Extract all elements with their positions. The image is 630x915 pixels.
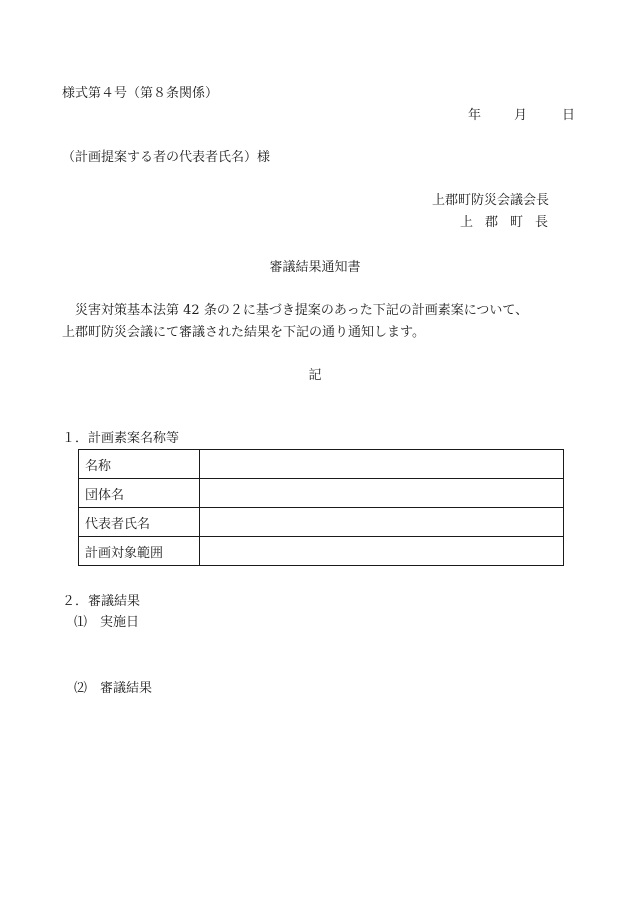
sender-name: 上郡町長 xyxy=(460,215,561,230)
row-label-organization: 団体名 xyxy=(79,479,200,508)
sender-title: 上郡町防災会議会長 xyxy=(432,193,550,208)
item-marker: ⑴ xyxy=(74,615,88,630)
body-text-1: 災害対策基本法第 42 条の２に基づき提案のあった下記の計画素案について、 xyxy=(75,303,529,318)
section-1-heading: １．計画素案名称等 xyxy=(62,431,180,446)
ki-heading: 記 xyxy=(308,368,322,383)
form-number: 様式第４号（第８条関係） xyxy=(62,86,219,101)
table-row xyxy=(79,450,564,479)
row-value-name[interactable] xyxy=(200,450,564,479)
date-year: 年 xyxy=(468,108,482,123)
document-title: 審議結果通知書 xyxy=(269,260,361,275)
item-label: 実施日 xyxy=(100,615,140,630)
table-row xyxy=(79,479,564,508)
row-value-scope[interactable] xyxy=(200,537,564,566)
row-value-organization[interactable] xyxy=(200,479,564,508)
section-2-heading: ２．審議結果 xyxy=(62,594,141,609)
row-label-scope: 計画対象範囲 xyxy=(79,537,200,566)
row-label-representative: 代表者氏名 xyxy=(79,508,200,537)
body-text-line-1 xyxy=(62,303,528,319)
date-line xyxy=(468,108,575,124)
date-month: 月 xyxy=(514,108,528,123)
addressee: （計画提案する者の代表者氏名）様 xyxy=(62,150,271,165)
item-implementation-date xyxy=(74,615,139,631)
date-day: 日 xyxy=(562,108,576,123)
item-marker: ⑵ xyxy=(74,681,88,696)
row-label-name: 名称 xyxy=(79,450,200,479)
table-row xyxy=(79,508,564,537)
body-text-line-2: 上郡町防災会議にて審議された結果を下記の通り通知します。 xyxy=(62,325,425,340)
item-deliberation-result xyxy=(74,681,152,697)
row-value-representative[interactable] xyxy=(200,508,564,537)
item-label: 審議結果 xyxy=(100,681,153,696)
table-row xyxy=(79,537,564,566)
plan-info-table xyxy=(78,449,564,566)
